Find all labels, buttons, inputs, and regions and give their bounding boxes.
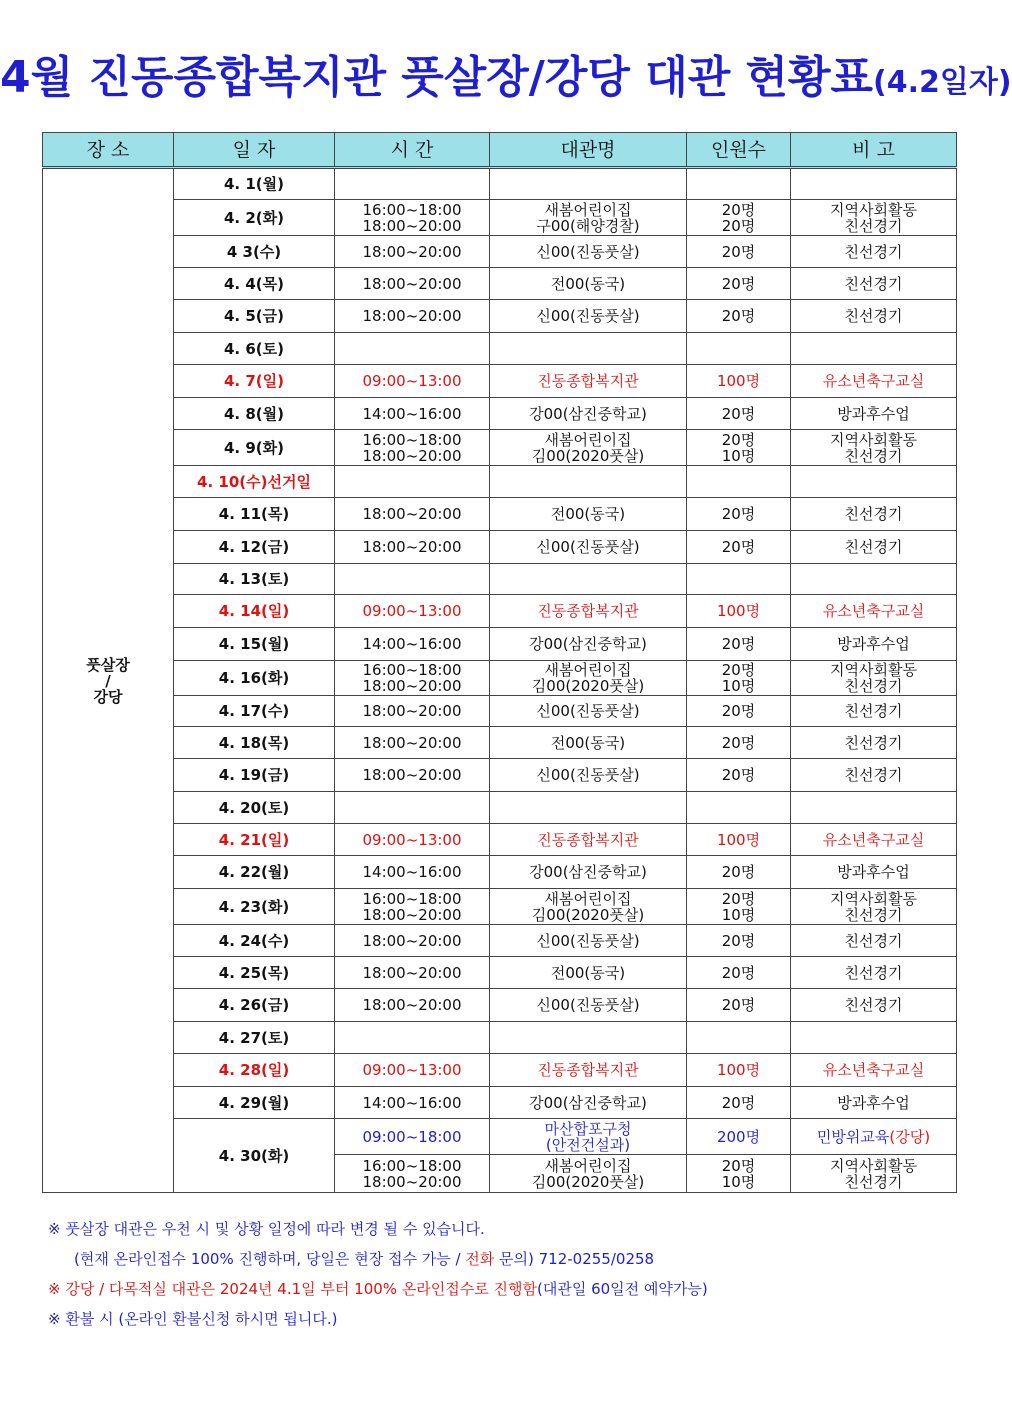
renter-cell xyxy=(490,1022,687,1054)
date-cell: 4. 10(수)선거일 xyxy=(174,466,335,498)
count-cell: 20명 xyxy=(687,300,791,333)
note-cell: 유소년축구교실 xyxy=(791,595,957,628)
date-cell: 4. 8(월) xyxy=(174,398,335,430)
renter-cell xyxy=(490,333,687,365)
table-row xyxy=(43,889,957,925)
table-row xyxy=(43,661,957,696)
time-cell: 18:00~20:00 xyxy=(335,759,490,792)
note-weather: ※ 풋살장 대관은 우천 시 및 상황 일정에 따라 변경 될 수 있습니다. xyxy=(48,1220,485,1238)
note-cell: 친선경기 xyxy=(791,759,957,792)
count-cell: 20명 xyxy=(687,268,791,300)
renter-cell: 강00(삼진중학교) xyxy=(490,856,687,889)
note-cell: 유소년축구교실 xyxy=(791,1054,957,1087)
time-cell: 16:00~18:00 18:00~20:00 xyxy=(335,1155,490,1193)
date-cell: 4. 11(목) xyxy=(174,498,335,531)
count-cell: 20명 xyxy=(687,925,791,957)
note-refund: ※ 환불 시 (온라인 환불신청 하시면 됩니다.) xyxy=(48,1310,338,1328)
table-row xyxy=(43,236,957,268)
renter-cell: 신00(진동풋살) xyxy=(490,300,687,333)
count-cell xyxy=(687,564,791,595)
note-cell: 친선경기 xyxy=(791,727,957,759)
date-cell: 4. 4(목) xyxy=(174,268,335,300)
time-cell: 09:00~13:00 xyxy=(335,1054,490,1087)
count-cell: 100명 xyxy=(687,824,791,856)
time-cell: 18:00~20:00 xyxy=(335,236,490,268)
date-cell: 4. 6(토) xyxy=(174,333,335,365)
count-cell: 20명 xyxy=(687,696,791,727)
title-main: 4월 진동종합복지관 풋살장/강당 대관 현황표 xyxy=(0,52,874,103)
time-cell: 14:00~16:00 xyxy=(335,398,490,430)
note-cell xyxy=(791,168,957,200)
note-cell: 방과후수업 xyxy=(791,628,957,661)
date-cell: 4. 26(금) xyxy=(174,989,335,1022)
header-count: 인원수 xyxy=(687,133,791,168)
time-cell: 18:00~20:00 xyxy=(335,925,490,957)
note-online-text: (현재 온라인접수 100% 진행하며, 당일은 현장 접수 가능 / xyxy=(74,1250,466,1268)
renter-cell: 강00(삼진중학교) xyxy=(490,628,687,661)
count-cell: 20명 xyxy=(687,531,791,564)
renter-cell: 새봄어린이집 김00(2020풋살) xyxy=(490,1155,687,1193)
count-cell: 20명 xyxy=(687,759,791,792)
table-row xyxy=(43,957,957,989)
count-cell: 20명 xyxy=(687,957,791,989)
note-online xyxy=(48,1244,948,1274)
table-row xyxy=(43,989,957,1022)
date-cell: 4. 28(일) xyxy=(174,1054,335,1087)
renter-cell: 신00(진동풋살) xyxy=(490,531,687,564)
note-cell xyxy=(791,466,957,498)
date-cell: 4. 22(월) xyxy=(174,856,335,889)
note-cell: 친선경기 xyxy=(791,957,957,989)
date-cell: 4 3(수) xyxy=(174,236,335,268)
table-row xyxy=(43,466,957,498)
time-cell: 14:00~16:00 xyxy=(335,1087,490,1119)
header-time: 시 간 xyxy=(335,133,490,168)
table-row xyxy=(43,1022,957,1054)
count-cell: 20명 xyxy=(687,628,791,661)
date-cell: 4. 30(화) xyxy=(174,1119,335,1193)
renter-cell: 전00(동국) xyxy=(490,957,687,989)
count-cell xyxy=(687,1022,791,1054)
renter-cell: 진동종합복지관 xyxy=(490,595,687,628)
renter-cell: 새봄어린이집 구00(해양경찰) xyxy=(490,200,687,236)
note-cell: 친선경기 xyxy=(791,925,957,957)
time-cell: 18:00~20:00 xyxy=(335,727,490,759)
time-cell: 16:00~18:00 18:00~20:00 xyxy=(335,430,490,466)
count-cell: 100명 xyxy=(687,365,791,398)
note-phone-text: 문의) 712-0255/0258 xyxy=(494,1250,655,1268)
note-cell: 지역사회활동 친선경기 xyxy=(791,1155,957,1193)
count-cell: 20명 xyxy=(687,856,791,889)
date-cell: 4. 20(토) xyxy=(174,792,335,824)
renter-cell: 전00(동국) xyxy=(490,727,687,759)
date-cell: 4. 7(일) xyxy=(174,365,335,398)
date-cell: 4. 15(월) xyxy=(174,628,335,661)
date-cell: 4. 24(수) xyxy=(174,925,335,957)
renter-cell: 진동종합복지관 xyxy=(490,1054,687,1087)
renter-cell: 전00(동국) xyxy=(490,498,687,531)
date-cell: 4. 17(수) xyxy=(174,696,335,727)
rental-schedule-table xyxy=(42,132,957,1193)
time-cell: 18:00~20:00 xyxy=(335,268,490,300)
date-cell: 4. 25(목) xyxy=(174,957,335,989)
date-cell: 4. 2(화) xyxy=(174,200,335,236)
renter-cell: 강00(삼진중학교) xyxy=(490,398,687,430)
note-cell xyxy=(791,564,957,595)
table-row xyxy=(43,365,957,398)
count-cell: 20명 10명 xyxy=(687,430,791,466)
note-cell xyxy=(791,333,957,365)
renter-cell xyxy=(490,564,687,595)
time-cell: 09:00~13:00 xyxy=(335,595,490,628)
time-cell: 18:00~20:00 xyxy=(335,696,490,727)
renter-cell: 신00(진동풋살) xyxy=(490,236,687,268)
place-line3: 강당 xyxy=(93,687,123,706)
count-cell: 100명 xyxy=(687,1054,791,1087)
note-cell: 지역사회활동 친선경기 xyxy=(791,661,957,696)
renter-cell: 진동종합복지관 xyxy=(490,824,687,856)
time-cell: 18:00~20:00 xyxy=(335,989,490,1022)
count-cell: 20명 xyxy=(687,236,791,268)
count-cell: 100명 xyxy=(687,595,791,628)
table-row xyxy=(43,925,957,957)
date-cell: 4. 19(금) xyxy=(174,759,335,792)
header-place: 장 소 xyxy=(43,133,174,168)
notes xyxy=(48,1214,948,1334)
count-cell xyxy=(687,792,791,824)
renter-cell: 신00(진동풋살) xyxy=(490,925,687,957)
note-cell: 친선경기 xyxy=(791,236,957,268)
count-cell: 20명 xyxy=(687,498,791,531)
title-date: (4.2일자) xyxy=(873,65,1012,100)
time-cell: 18:00~20:00 xyxy=(335,300,490,333)
renter-cell: 신00(진동풋살) xyxy=(490,759,687,792)
header-date: 일 자 xyxy=(174,133,335,168)
date-cell: 4. 21(일) xyxy=(174,824,335,856)
count-cell xyxy=(687,466,791,498)
note-hall-reserve: (대관일 60일전 예약가능) xyxy=(537,1280,708,1298)
note-cell: 친선경기 xyxy=(791,498,957,531)
time-cell xyxy=(335,466,490,498)
table-row xyxy=(43,498,957,531)
renter-cell xyxy=(490,466,687,498)
table-row xyxy=(43,430,957,466)
table-row xyxy=(43,1087,957,1119)
date-cell: 4. 14(일) xyxy=(174,595,335,628)
table-header-row xyxy=(43,133,957,168)
time-cell: 09:00~13:00 xyxy=(335,365,490,398)
count-cell: 200명 xyxy=(687,1119,791,1155)
renter-cell: 전00(동국) xyxy=(490,268,687,300)
table-row xyxy=(43,696,957,727)
note-cell: 방과후수업 xyxy=(791,1087,957,1119)
renter-cell: 새봄어린이집 김00(2020풋살) xyxy=(490,661,687,696)
place-line2: / xyxy=(105,671,111,690)
table-row xyxy=(43,792,957,824)
table-row xyxy=(43,727,957,759)
time-cell: 18:00~20:00 xyxy=(335,498,490,531)
time-cell: 18:00~20:00 xyxy=(335,957,490,989)
date-cell: 4. 9(화) xyxy=(174,430,335,466)
count-cell: 20명 xyxy=(687,1087,791,1119)
time-cell xyxy=(335,564,490,595)
table-row xyxy=(43,564,957,595)
note-cell: 친선경기 xyxy=(791,300,957,333)
renter-cell: 신00(진동풋살) xyxy=(490,989,687,1022)
table-row xyxy=(43,595,957,628)
table-row xyxy=(43,1119,957,1155)
header-renter: 대관명 xyxy=(490,133,687,168)
date-cell: 4. 29(월) xyxy=(174,1087,335,1119)
table-row xyxy=(43,531,957,564)
note-cell: 지역사회활동 친선경기 xyxy=(791,889,957,925)
time-cell: 16:00~18:00 18:00~20:00 xyxy=(335,889,490,925)
time-cell: 16:00~18:00 18:00~20:00 xyxy=(335,200,490,236)
count-cell xyxy=(687,168,791,200)
note-hall xyxy=(48,1274,948,1304)
count-cell xyxy=(687,333,791,365)
time-cell xyxy=(335,168,490,200)
renter-cell xyxy=(490,792,687,824)
table-row xyxy=(43,333,957,365)
note-hall-text: ※ 강당 / 다목적실 대관은 2024년 4.1일 부터 100% 온라인접수로 진행함 xyxy=(48,1280,537,1298)
note-cell xyxy=(791,1022,957,1054)
count-cell: 20명 10명 xyxy=(687,889,791,925)
count-cell: 20명 10명 xyxy=(687,661,791,696)
table-row xyxy=(43,1054,957,1087)
count-cell: 20명 xyxy=(687,989,791,1022)
note-part-highlight: (강당) xyxy=(889,1127,931,1146)
note-cell: 지역사회활동 친선경기 xyxy=(791,430,957,466)
time-cell xyxy=(335,1022,490,1054)
time-cell: 16:00~18:00 18:00~20:00 xyxy=(335,661,490,696)
table-row xyxy=(43,168,957,200)
date-cell: 4. 18(목) xyxy=(174,727,335,759)
renter-cell: 진동종합복지관 xyxy=(490,365,687,398)
note-part: 민방위교육 xyxy=(816,1127,890,1146)
place-cell xyxy=(43,168,174,1193)
time-cell xyxy=(335,792,490,824)
renter-cell: 마산합포구청 (안전건설과) xyxy=(490,1119,687,1155)
date-cell: 4. 16(화) xyxy=(174,661,335,696)
header-note: 비 고 xyxy=(791,133,957,168)
time-cell: 18:00~20:00 xyxy=(335,531,490,564)
table-body xyxy=(43,168,957,1193)
count-cell: 20명 10명 xyxy=(687,1155,791,1193)
date-cell: 4. 12(금) xyxy=(174,531,335,564)
note-cell: 방과후수업 xyxy=(791,398,957,430)
count-cell: 20명 xyxy=(687,398,791,430)
renter-cell: 강00(삼진중학교) xyxy=(490,1087,687,1119)
table-row xyxy=(43,856,957,889)
time-cell: 14:00~16:00 xyxy=(335,628,490,661)
note-cell xyxy=(791,1119,957,1155)
table-row xyxy=(43,628,957,661)
renter-cell: 새봄어린이집 김00(2020풋살) xyxy=(490,889,687,925)
table-row xyxy=(43,398,957,430)
note-cell: 유소년축구교실 xyxy=(791,824,957,856)
place-line1: 풋살장 xyxy=(86,655,130,674)
renter-cell: 신00(진동풋살) xyxy=(490,696,687,727)
note-cell: 유소년축구교실 xyxy=(791,365,957,398)
table-row xyxy=(43,759,957,792)
date-cell: 4. 13(토) xyxy=(174,564,335,595)
time-cell: 14:00~16:00 xyxy=(335,856,490,889)
note-cell: 친선경기 xyxy=(791,531,957,564)
time-cell xyxy=(335,333,490,365)
renter-cell: 새봄어린이집 김00(2020풋살) xyxy=(490,430,687,466)
time-cell: 09:00~13:00 xyxy=(335,824,490,856)
note-cell: 방과후수업 xyxy=(791,856,957,889)
note-cell: 친선경기 xyxy=(791,268,957,300)
date-cell: 4. 1(월) xyxy=(174,168,335,200)
count-cell: 20명 20명 xyxy=(687,200,791,236)
date-cell: 4. 5(금) xyxy=(174,300,335,333)
note-cell: 친선경기 xyxy=(791,989,957,1022)
note-phone-word: 전화 xyxy=(465,1250,495,1268)
table-row xyxy=(43,824,957,856)
note-cell: 지역사회활동 친선경기 xyxy=(791,200,957,236)
note-cell: 친선경기 xyxy=(791,696,957,727)
count-cell: 20명 xyxy=(687,727,791,759)
note-cell xyxy=(791,792,957,824)
table-row xyxy=(43,300,957,333)
date-cell: 4. 23(화) xyxy=(174,889,335,925)
table-row xyxy=(43,200,957,236)
table-row xyxy=(43,268,957,300)
date-cell: 4. 27(토) xyxy=(174,1022,335,1054)
time-cell: 09:00~18:00 xyxy=(335,1119,490,1155)
page-title xyxy=(0,50,1012,111)
renter-cell xyxy=(490,168,687,200)
